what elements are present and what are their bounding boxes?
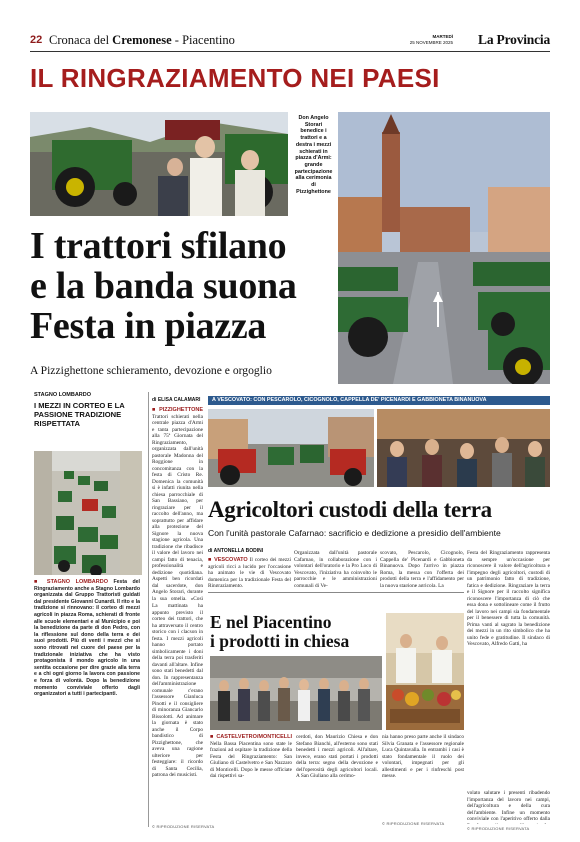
vescovato-column-1: ■ VESCOVATO Il corteo dei mezzi agricoli ricci a lucido per l'occasione ha animato le vie di Vescovato domenica per la tradizionale Festa del Ringraziamento. [208,557,291,587]
sidebar-title: I MEZZI IN CORTEO E LA PASSIONE TRADIZIONE RISPETTATA [34,401,125,428]
vescovato-column-3: scovato, Pescarolo, Cicognolo, Cappella de' Picenardi e Gabbioneta Binanuova. Dopo l'arrivo in piazza Roma, la messa con l'offerta dei prodotti della terra e l'affidamento per la nuova stagione agricola. La [380,550,464,587]
vescovato-strip: A VESCOVATO: CON PESCAROLO, CICOGNOLO, CAPPELLA DE' PICENARDI E GABBIONETA BINANUOVA [208,396,550,405]
piacentino-photo-group [210,656,382,730]
piacentino-dateline-icon: ■ [210,734,217,740]
piacentino-photo-altar [386,613,464,730]
photo-piazza-tractors [338,112,550,384]
headline-line-1: I trattori sfilano [30,225,287,267]
article1-byline: di ELISA CALAMARI [152,397,201,403]
piacentino-column-2: cerdoti, don Maurizio Chiesa e don Stefano Bianchi, all'esterno sono stati benedetti i mezzi agricoli. All'altare, invece, erano stati portati i prodotti della terra: segno della devozione e dell'operosità degli agricoltori locali. A San Giuliano alla cerimo- [296,734,378,779]
sidebar-dateline-icon: ■ [34,579,47,585]
article1-credit: © RIPRODUZIONE RISERVATA [152,824,215,829]
paper-logo: La Provincia [478,32,550,47]
sidebar-dateline: STAGNO LOMBARDO [46,579,108,585]
masthead [30,34,550,50]
vescovato-photo-left [208,409,374,487]
piacentino-box [208,592,464,830]
headline-line-3: Festa in piazza [30,305,267,347]
sidebar-body: ■ STAGNO LOMBARDO Festa del Ringraziamento anche a Stagno Lombardo organizzata dal Gruppo Trattoristi guidati dal presidente Giovanni Cunardi. Il rito e la tradizione si rinnovano: il corteo di mezzi agricoli in piazza Roma, schierati di fronte alle scuole elementari e al Municipio e poi la benedizione da parte di don Pedro, con la riflessione sul dono della terra e dei suoi prodotti. Più di venti i mezzi che si sono ritrovati nel cuore del paese per la tradizionale iniziativa che ha visto protagonista il mondo agricolo in una sentita occasione per dire grazie alla terra e a chi ogni giorno la lavora con passione e forza di volontà. Dopo la benedizione momento conviviale offerto dagli organizzatori a tutti i partecipanti. [34,579,140,698]
vescovato-byline: di ANTONELLA BODINI [208,548,264,554]
main-photo-caption: Don Angelo Storari benedice i trattori e a destra i mezzi schierati in piazza d'Armi: grande partecipazione alla cerimonia di Pizzighettone [294,115,333,195]
vescovato-dateline-icon: ■ [208,557,215,563]
vescovato-column-2: Organizzata dall'unità pastorale Cafarnao, in collaborazione con i volontari dell'oratorio e la Pro Loco di Vescovato, l'iniziativa ha coinvolto le parrocchie e le amministrazioni comunali di Ve- [294,550,377,587]
piacentino-dateline: CASTELVETRO/MONTICELLI [216,734,292,740]
page-number: 22 [30,34,43,46]
date-day: MARTEDÌ [432,34,453,39]
headline-line-2: e la banda suona [30,265,297,307]
masthead-rule [30,51,550,52]
piacentino-column-3: nia hanno preso parte anche il sindaco Silvia Granata e l'assessore regionale Luca Quintavalla. In entrambi i casi è stato fondamentale il ruolo dei volontari, impegnati per gli allestimenti e per i rinfreschi post messe. [382,734,464,779]
sidebar-stagno [30,389,143,829]
vescovato-photo-right [377,409,550,487]
main-subhead: A Pizzighettone schieramento, devozione e orgoglio [30,364,272,377]
date-full: 25 NOVEMBRE 2025 [409,40,453,45]
piacentino-headline: E nel Piacentino i prodotti in chiesa [210,612,350,651]
vescovato-column-5: volato salutare i presenti ribadendo l'importanza del lavoro nei campi, dell'agricoltura e della cura dell'ambiente. Infine un momento conviviale con l'aperitivo offerto dalla [467,790,550,822]
vescovato-subhead: Con l'unità pastorale Cafarnao: sacrificio e dedizione a presidio dell'ambiente [208,528,501,538]
article1-dateline: PIZZIGHETTONE [159,407,203,413]
article1-column-1: ■ PIZZIGHETTONE Trattori schierati nella centrale piazza d'Armi e tanta partecipazione alla 75ª Giornata del Ringraziamento, organizzata dall'unità pastorale Madonna del Roggione in concomitanza con la festa di Cristo Re. Domenica la comunità si è infatti riunita nella chiesa parrocchiale di San Bassiano, per ringraziare per il raccolto dell'anno, ma soprattutto per affidare alla protezione del Signore la nuova stagione agricola. Una tradizione che ribadisce il valore del lavoro nei campi fatto di tenacia, professionalità e dedizione quotidiana. Aspetti ben ricordati dal sacerdote, don Angelo Storari, durante la sua omelia. «Così [152,407,203,601]
article1-column-2-flow: La mattinata ha appunto previsto il corteo dei trattori, che ha attraversato il centro storico con i clacson in festa. I mezzi agricoli hanno portato simbolicamente i doni della terra poi trasferiti davanti all'altare. Infine sono stati benedetti dal don. In rappresentanza dell'amministrazione comunale c'erano l'assessore Gianluca Pinotti e il consigliere di minoranza Giancarlo Bissolotti. Ad animare la giornata è stato anche il Corpo bandistico di Pizzighettone, che aveva una ragione ulteriore per festeggiare: il ricordo di Santa Cecilia, patrona dei musicisti. [152,603,203,778]
section-banner: IL RINGRAZIAMENTO NEI PAESI [30,63,440,93]
vescovato-column-4: Festa del Ringraziamento rappresenta da sempre un'occasione per riconoscere il valore dell'agricoltura e l'impegno degli agricoltori, custodi di un patrimonio fatto di tradizione, fatica e dedizione. Ringraziare la terra e il Signore per il raccolto significa riconoscere l'importanza di ciò che essa dona e sottolineare come il frutto del lavoro nei campi sia fondamentale per il benessere di tutta la comunità. Prima vanti al sagrato la benedizione dei mezzi in un rito simbolico che ha unito fede e gratitudine. Il sindaco di Vescovato, Alfredo Gatti, ha [467,550,550,647]
sidebar-divider [148,392,149,827]
piacentino-column-1: ■ CASTELVETRO/MONTICELLI Nella Bassa Piacentina sono state le frazioni ad ospitare la tradizione della Festa del Ringraziamento: San Giuliano di Castelvetro e San Nazzaro di Monticelli. Dopo le messe officiate dai rispettivi sa- [210,734,292,779]
sidebar-kicker: STAGNO LOMBARDO [34,392,92,398]
vescovato-headline: Agricoltori custodi della terra [208,497,492,522]
main-headline [30,226,335,346]
article1-dateline-icon: ■ [152,407,160,413]
photo-blessing [30,112,288,216]
section-title: Cronaca del Cremonese - Piacentino [49,33,235,47]
vescovato-credit: © RIPRODUZIONE RISERVATA [467,826,530,831]
piacentino-credit: © RIPRODUZIONE RISERVATA [382,821,445,826]
vescovato-dateline: VESCOVATO [214,557,248,563]
sidebar-photo [34,451,142,575]
